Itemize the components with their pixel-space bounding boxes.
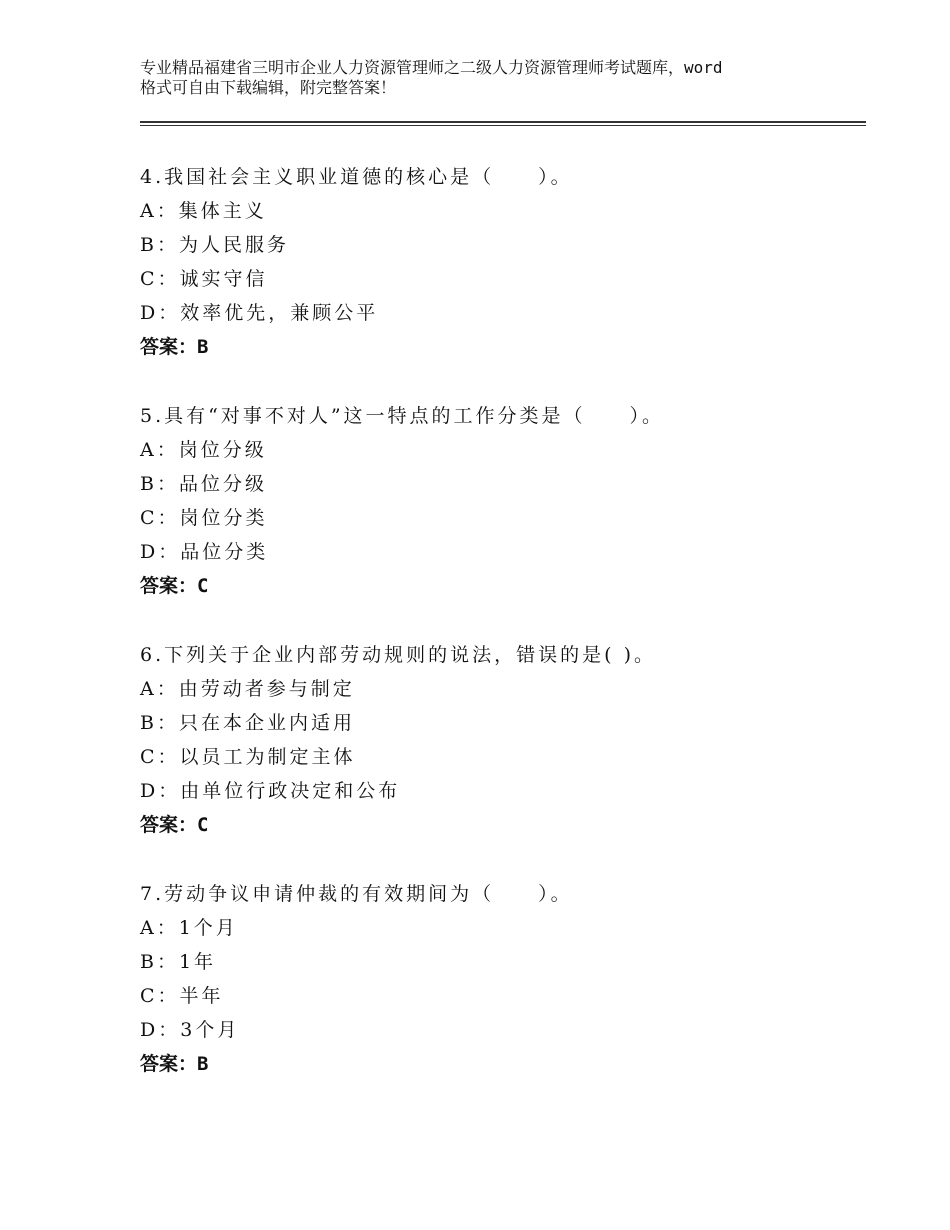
question-4 <box>140 160 860 364</box>
option-b: B：只在本企业内适用 <box>140 712 355 734</box>
option-a: A：岗位分级 <box>140 439 267 461</box>
question-6 <box>140 638 860 842</box>
answer-line <box>140 330 860 364</box>
option-d: D：效率优先，兼顾公平 <box>140 302 379 324</box>
header-divider-thick <box>140 121 866 123</box>
option-a: A：由劳动者参与制定 <box>140 678 355 700</box>
answer-value: C <box>197 814 209 836</box>
header-divider-thin <box>140 125 866 126</box>
answer-value: C <box>197 575 209 597</box>
answer-value: B <box>197 336 209 358</box>
header-line-2: 格式可自由下载编辑，附完整答案！ <box>140 78 397 97</box>
option-b: B：品位分级 <box>140 473 267 495</box>
question-stem: 7.劳动争议申请仲裁的有效期间为（ ）。 <box>140 883 573 905</box>
option-c: C：诚实守信 <box>140 268 268 290</box>
option-c: C：半年 <box>140 985 224 1007</box>
option-d: D：3个月 <box>140 1019 240 1041</box>
answer-line <box>140 1047 860 1081</box>
option-c: C：岗位分类 <box>140 507 268 529</box>
option-a: A：集体主义 <box>140 200 267 222</box>
option-d: D：由单位行政决定和公布 <box>140 780 401 802</box>
document-header <box>140 58 860 98</box>
option-b: B：1年 <box>140 951 217 973</box>
answer-label: 答案： <box>140 1053 198 1075</box>
header-line-1: 专业精品福建省三明市企业人力资源管理师之二级人力资源管理师考试题库，word <box>140 58 723 77</box>
answer-label: 答案： <box>140 575 198 597</box>
question-stem: 5.具有“对事不对人”这一特点的工作分类是（ ）。 <box>140 405 665 427</box>
answer-line <box>140 808 860 842</box>
question-7 <box>140 877 860 1081</box>
option-c: C：以员工为制定主体 <box>140 746 356 768</box>
answer-label: 答案： <box>140 336 198 358</box>
answer-label: 答案： <box>140 814 198 836</box>
answer-value: B <box>197 1053 209 1075</box>
answer-line <box>140 569 860 603</box>
question-stem: 6.下列关于企业内部劳动规则的说法，错误的是( )。 <box>140 644 656 666</box>
option-a: A：1个月 <box>140 917 238 939</box>
question-5 <box>140 399 860 603</box>
option-b: B：为人民服务 <box>140 234 289 256</box>
option-d: D：品位分类 <box>140 541 269 563</box>
question-stem: 4.我国社会主义职业道德的核心是（ ）。 <box>140 166 573 188</box>
